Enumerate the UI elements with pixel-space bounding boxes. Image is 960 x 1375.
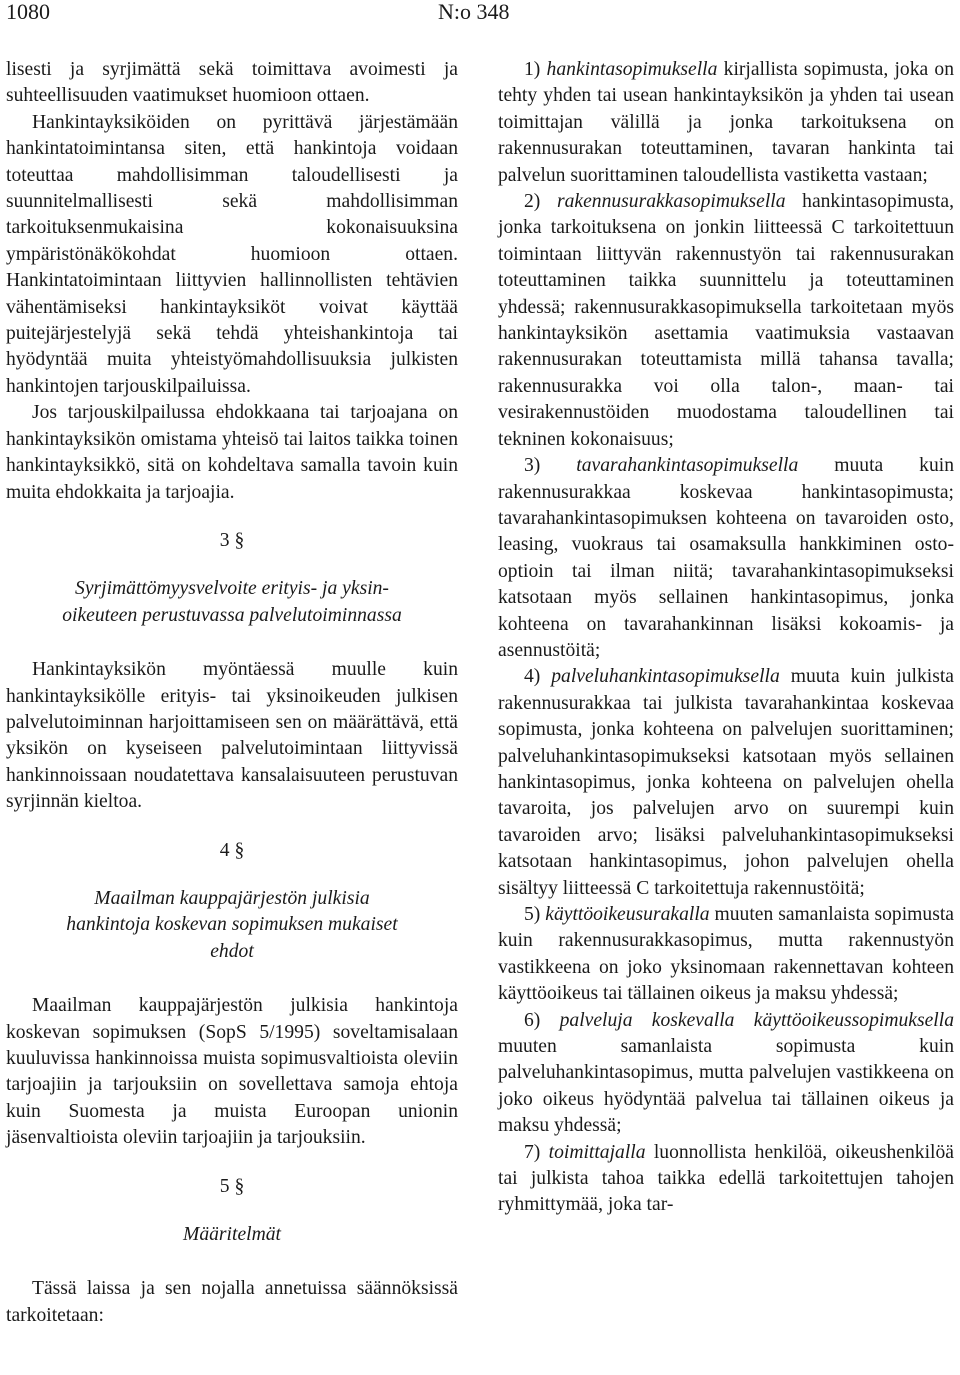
section-title-line: hankintoja koskevan sopimuksen mukaiset — [66, 914, 398, 936]
definition-item — [498, 664, 954, 902]
definition-number: 2) — [524, 191, 541, 213]
section-title: Määritelmät — [183, 1224, 281, 1246]
definition-number: 3) — [524, 455, 541, 477]
definition-text: muuta kuin julkista rakennusurakkaa tai julkista tavarahankintaa koskevaa sopimusta, jonka kohteena on palvelujen suorittaminen; palveluhankintasopimukseksi katsotaan myös sellainen hankintasopimus, jonka kohteena on palvelujen ohella tavaroita, jos palvelujen arvo on suurempi kuin tavaroiden arvo; lisäksi palveluhankintasopimukseksi katsotaan hankintasopimus, johon palvelujen ohella sisältyy liitteessä C tarkoitettuja rakennustöitä; — [498, 666, 954, 899]
section-number: 5 § — [219, 1175, 245, 1197]
paragraph: Tässä laissa ja sen nojalla annetuissa säännöksissä tarkoitetaan: — [6, 1278, 458, 1326]
definition-number: 4) — [524, 666, 541, 688]
page-number: 1080 — [6, 0, 50, 24]
definition-term: hankintasopimuksella — [546, 59, 718, 80]
definition-text: luonnollista henkilöä, oikeushenkilöä tai julkista tahoa taikka edellä tarkoitettujen tahojen ryhmittymää, joka tar- — [498, 1141, 954, 1216]
section-title — [6, 576, 458, 629]
paragraph: Hankintayksiköiden on pyrittävä järjestämään hankintatoimintansa siten, että hankintoja voidaan toteuttaa mahdollisimman taloudellisesti ja suunnitelmallisesti sekä mahdollisimman tarkoituksenmukaisina kokonaisuuksina ympäristönäkökohdat huomioon ottaen. Hankintatoimintaan liittyvien hallinnollisten tehtävien vähentämiseksi hankintayksiköt voivat käyttää puitejärjestelyjä sekä tehdä yhteishankintoja tai hyödyntää muita yhteistyömahdollisuuksia julkisten hankintojen tarjouskilpailuissa. — [6, 111, 458, 397]
section-title-line: ehdot — [210, 940, 254, 962]
definition-item — [498, 453, 954, 664]
section-title-line: oikeuteen perustuvassa palvelutoiminnassa — [62, 604, 402, 626]
definition-item — [498, 57, 954, 189]
paragraph: Maailman kauppajärjestön julkisia hankintoja koskevan sopimuksen (SopS 5/1995) soveltamisalaan kuuluvissa hankinnoissa muista sopimusvaltioista oleviin tarjoajiin ja tarjouksiin on sovellettava samoja ehtoja kuin Suomesta ja muista Euroopan unionin jäsenvaltioista oleviin tarjoajiin ja tarjouksiin. — [6, 995, 458, 1149]
definition-item — [498, 902, 954, 1008]
definition-item — [498, 1008, 954, 1140]
section-number: 4 § — [219, 839, 245, 861]
definition-item — [498, 189, 954, 453]
paragraph: Jos tarjouskilpailussa ehdokkaana tai tarjoajana on hankintayksikön omistama yhteisö tai laitos taikka toinen hankintayksikkö, sitä on kohdeltava samalla tavoin kuin muita ehdokkaita ja tarjoajia. — [6, 402, 458, 503]
right-column — [498, 57, 954, 1219]
definition-number: 1) — [524, 59, 541, 80]
definition-term: toimittajalla — [548, 1141, 646, 1163]
definition-number: 5) — [524, 904, 541, 925]
page-header — [0, 0, 960, 30]
definition-text: kirjallista sopimusta, joka on tehty yhden tai usean hankintayksikön ja yhden tai usean toimittajan välillä ja jonka tarkoituksena on rakennusurakan toteuttaminen, tavaran hankinta tai palvelun suorittaminen taloudellista vastiketta vastaan; — [498, 59, 954, 186]
section-title — [6, 886, 458, 965]
definition-item — [498, 1140, 954, 1219]
definition-term: palveluhankintasopimuksella — [551, 666, 780, 688]
definition-term: tavarahankintasopimuksella — [576, 455, 799, 477]
definition-number: 6) — [524, 1009, 541, 1031]
definition-number: 7) — [524, 1141, 541, 1163]
definition-text: hankintasopimusta, jonka tarkoituksena on jonkin liitteessä C tarkoitettuun toimintaan liittyvän rakennustyön tai rakennusurakan toteuttaminen taikka suunnittelu ja toteuttaminen yhdessä; rakennusurakkasopimuksella tarkoitetaan myös hankintayksikön asettamia vaatimuksia vastaavan rakennusurakan toteuttamista millä tahansa tavalla; rakennusurakka voi olla talon-, maan- tai vesirakennustöiden muodostama taloudellinen tai tekninen kokonaisuus; — [498, 191, 954, 450]
definition-term: palveluja koskevalla käyttöoikeussopimuksella — [559, 1009, 954, 1031]
issue-number: N:o 348 — [438, 0, 510, 24]
section-title-line: Syrjimättömyysvelvoite erityis- ja yksin- — [75, 578, 389, 600]
paragraph: lisesti ja syrjimättä sekä toimittava avoimesti ja suhteellisuuden vaatimukset huomioon ottaen. — [6, 59, 458, 107]
definition-text: muuten samanlaista sopimusta kuin palveluhankintasopimus, mutta palvelujen vastikkeena on joko oikeus hyödyntää palvelua tai tällainen oikeus ja maksu yhdessä; — [498, 1036, 954, 1137]
definition-text: muuten samanlaista sopimusta kuin rakennusurakkasopimus, mutta rakennustyön vastikkeena on joko yksinomaan rakennettavan kohteen käyttöoikeus tai tällainen oikeus ja maksu yhdessä; — [498, 904, 954, 1005]
left-column — [6, 57, 458, 1329]
section-number: 3 § — [219, 529, 245, 551]
definition-term: rakennusurakkasopimuksella — [556, 191, 786, 213]
section-title-line: Maailman kauppajärjestön julkisia — [94, 887, 370, 909]
definition-term: käyttöoikeusurakalla — [545, 904, 710, 925]
paragraph: Hankintayksikön myöntäessä muulle kuin hankintayksikölle erityis- tai yksinoikeuden julkisen palvelutoiminnan harjoittamiseen sen on määrättävä, että yksikön on kyseiseen palvelutoimintaan liittyvissä hankinnoissaan noudatettava kansalaisuuteen perustuvan syrjinnän kieltoa. — [6, 659, 458, 813]
definition-text: muuta kuin rakennusurakkaa koskevaa hankintasopimusta; tavarahankintasopimuksen kohteena on tavaroiden osto, leasing, vuokraus tai osamaksulla hankkiminen osto-optioin tai ilman niitä; tavarahankintasopimukseksi katsotaan myös sellainen hankintasopimus, jonka kohteena on tavarahankinnan lisäksi kokoamis- ja asennustöitä; — [498, 455, 954, 661]
